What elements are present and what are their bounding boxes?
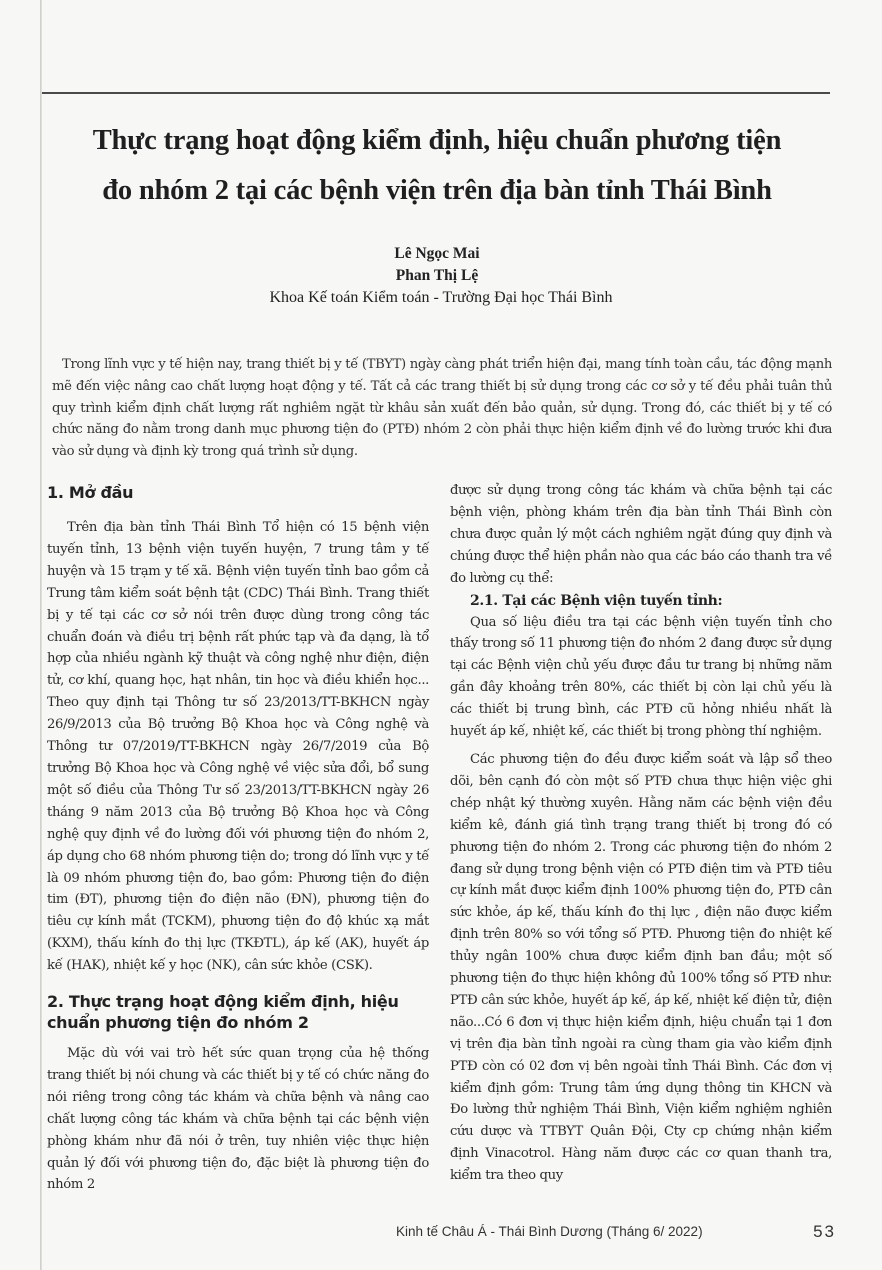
header-rule: [42, 92, 830, 94]
page-number: 53: [813, 1222, 836, 1241]
body-paragraph-continued: được sử dụng trong công tác khám và chữa bệnh tại các bệnh viện, phòng khám trên địa bàn tỉnh Thái Bình còn chưa được quản lý một cách nghiêm ngặt đúng quy định và chúng được thể hiện phần nào qua các báo cáo thanh tra về đo lường cụ thể:: [450, 483, 832, 586]
section-heading-current-status: 2. Thực trạng hoạt động kiểm định, hiệu chuẩn phương tiện đo nhóm 2: [47, 992, 399, 1033]
page-footer: [396, 1222, 836, 1246]
journal-name: Kinh tế Châu Á - Thái Bình Dương (Tháng 6/ 2022): [396, 1224, 703, 1239]
column-right: [450, 480, 832, 1187]
author-name: Lê Ngọc Mai: [394, 245, 480, 262]
author-affiliation: Khoa Kế toán Kiểm toán - Trường Đại học Thái Bình: [269, 289, 613, 306]
section-heading-introduction: 1. Mở đầu: [47, 483, 134, 502]
author-name: Phan Thị Lệ: [395, 267, 479, 284]
body-paragraph: Qua số liệu điều tra tại các bệnh viện tuyến tỉnh cho thấy trong số 11 phương tiện đo nhóm 2 đang được sử dụng tại các Bệnh viện chủ yếu được đầu tư trang bị những năm gần đây khoảng trên 80%, các thiết bị còn lại chủ yếu là các thiết bị trung bình, các PTĐ cũ hỏng nhiều nhất là huyết áp kế, nhiệt kế, các thiết bị trong phòng thí nghiệm.: [450, 614, 832, 740]
body-paragraph: Các phương tiện đo đều được kiểm soát và lập sổ theo dõi, bên cạnh đó còn một số PTĐ chưa thực hiện việc ghi chép nhật ký thường xuyên. Hằng năm các bệnh viện đều kiểm kê, đánh giá tình trạng trang thiết bị trong đó có phương tiện đo nhóm 2. Trong các phương tiện đo nhóm 2 đang sử dụng trong bệnh viện có PTĐ điện tim và PTĐ tiêu cự kính mắt được kiểm định 100% phương tiện đo, PTĐ cân sức khỏe, áp kế, thấu kính đo thị lực , điện não được kiểm định trên 80% so với tổng số PTĐ. Phương tiện đo nhiệt kế thủy ngân 100% chưa được kiểm định ban đầu; một số phương tiện đo thực hiện không đủ 100% tổng số PTĐ như: PTĐ cân sức khỏe, huyết áp kế, áp kế, nhiệt kế điện tử, điện não...Có 6 đơn vị thực hiện kiểm định, hiệu chuẩn tại 1 đơn vị trên địa bàn tỉnh ngoài ra cùng tham gia vào kiểm định PTĐ còn có 02 đơn vị bên ngoài tỉnh Thái Bình. Các đơn vị kiểm định gồm: Trung tâm ứng dụng thông tin KHCN và Đo lường thử nghiệm Thái Bình, Viện kiểm nghiệm nghiên cứu dược và TTBYT Quân Đội, Cty cp chứng nhận kiểm định Vinacotrol. Hàng năm được các cơ quan thanh tra, kiểm tra theo quy: [450, 751, 832, 1184]
abstract: Trong lĩnh vực y tế hiện nay, trang thiết bị y tế (TBYT) ngày càng phát triển hiện đại, mang tính toàn cầu, tác động mạnh mẽ đến việc nâng cao chất lượng hoạt động y tế. Tất cả các trang thiết bị sử dụng trong các cơ sở y tế đều phải tuân thủ quy trình kiểm định chất lượng rất nghiêm ngặt từ khâu sản xuất đến bảo quản, sử dụng. Trong đó, các thiết bị y tế có chức năng đo nằm trong danh mục phương tiện đo (PTĐ) nhóm 2 còn phải thực hiện kiểm định về đo lường trước khi đưa vào sử dụng và định kỳ trong quá trình sử dụng.: [52, 357, 832, 460]
author-block: [42, 243, 832, 309]
body-paragraph: Mặc dù với vai trò hết sức quan trọng của hệ thống trang thiết bị nói chung và các thiết bị y tế có chức năng đo nói riêng trong công tác khám và chữa bệnh và nâng cao chất lượng công tác khám và chữa bệnh tại các bệnh viện phòng khám như đã nói ở trên, tuy nhiên việc thực hiện quản lý đối với phương tiện đo, đặc biệt là phương tiện đo nhóm 2: [47, 1046, 429, 1193]
body-paragraph: Trên địa bàn tỉnh Thái Bình Tổ hiện có 15 bệnh viện tuyến tỉnh, 13 bệnh viện tuyến huyện, 7 trung tâm y tế huyện và 15 trạm y tế xã. Bệnh viện tuyến tỉnh bao gồm cả Trung tâm kiểm soát bệnh tật (CDC) Thái Bình. Trang thiết bị y tế tại các cơ sở nói trên được dùng trong công tác chuẩn đoán và điều trị bệnh rất phức tạp và đa dạng, là tổ hợp của nhiều ngành kỹ thuật và công nghệ như điện, điện tử, cơ khí, quang học, hạt nhân, tin học và điều khiển học... Theo quy định tại Thông tư số 23/2013/TT-BKHCN ngày 26/9/2013 của Bộ trưởng Bộ Khoa học và Công nghệ và Thông tư 07/2019/TT-BKHCN ngày 26/7/2019 của Bộ trưởng Bộ Khoa học và Công nghệ về việc sửa đổi, bổ sung một số điều của Thông Tư số 23/2013/TT-BKHCN ngày 26 tháng 9 năm 2013 của Bộ trưởng Bộ Khoa học và Công nghệ quy định về đo lường đối với phương tiện đo nhóm 2, áp dụng cho 68 nhóm phương tiện do; trong dó lĩnh vực y tế là 09 nhóm phương tiện đo, bao gồm: Phương tiện đo điện tim (ĐT), phương tiện đo điện não (ĐN), phương tiện đo tiêu cự kính mắt (TCKM), phương tiện đo độ khúc xạ mắt (KXM), thấu kính đo thị lực (TKĐTL), áp kế (AK), huyết áp kế (HAK), nhiệt kế y học (NK), cân sức khỏe (CSK).: [47, 520, 429, 974]
article-title: [42, 116, 832, 216]
subsection-heading-provincial-hospitals: 2.1. Tại các Bệnh viện tuyến tỉnh:: [470, 592, 723, 609]
column-left: [47, 482, 429, 1196]
article-title-line-2: đo nhóm 2 tại các bệnh viện trên địa bàn tỉnh Thái Bình: [102, 175, 772, 206]
article-title-line-1: Thực trạng hoạt động kiểm định, hiệu chuẩn phương tiện: [92, 125, 782, 156]
